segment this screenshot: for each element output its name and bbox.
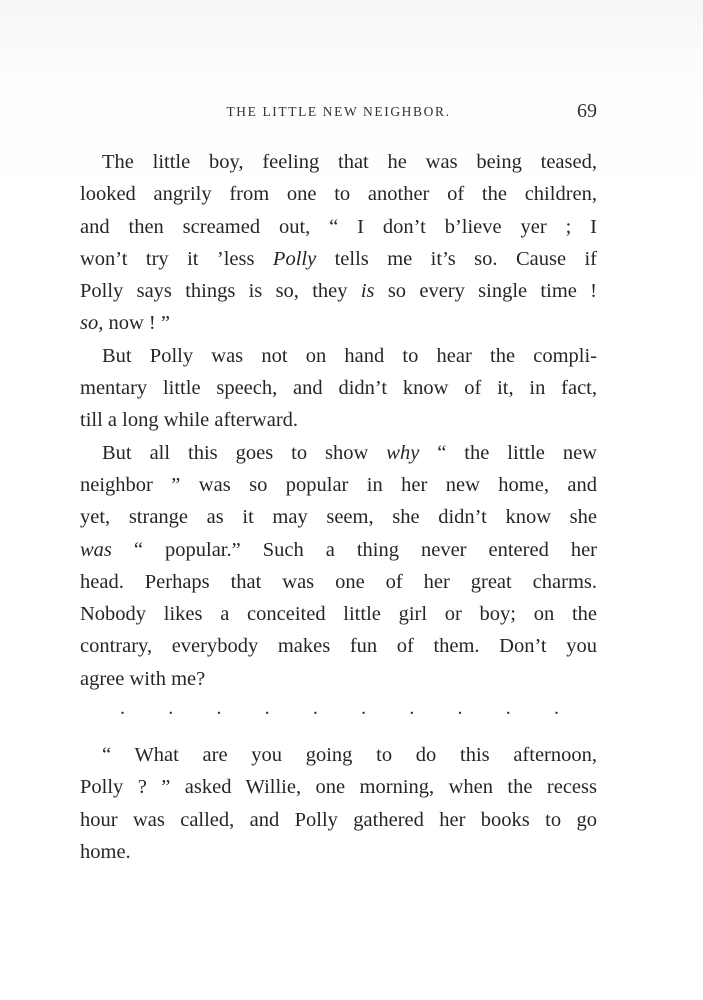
paragraph-3 — [80, 437, 597, 695]
text-line: head. Perhaps that was one of her great charms. — [80, 570, 597, 593]
text-segment: “ the little new — [419, 441, 597, 464]
text-segment: “ popular.” Such a thing never entered her — [111, 538, 597, 561]
text-line: hour was called, and Polly gathered her books to go — [80, 808, 597, 831]
paragraph-4 — [80, 739, 597, 868]
italic-word: Polly — [272, 247, 317, 270]
text-segment: won’t try it ’less — [80, 247, 273, 270]
paragraph-1 — [80, 146, 597, 340]
text-line: looked angrily from one to another of the children, — [80, 183, 597, 206]
separator-dot: . — [457, 697, 463, 720]
text-line — [80, 437, 597, 469]
page-number: 69 — [577, 100, 597, 122]
italic-word: was — [80, 538, 112, 561]
running-head: THE LITTLE NEW NEIGHBOR. — [226, 104, 451, 119]
body-text — [80, 146, 597, 868]
text-segment: tells me it’s so. Cause if — [316, 247, 597, 270]
text-line: neighbor ” was so popular in her new home, and — [80, 473, 597, 496]
text-line — [80, 243, 597, 275]
text-segment: But all this goes to show — [102, 441, 387, 464]
page-header — [80, 100, 597, 128]
text-segment: now ! ” — [103, 312, 170, 335]
text-line — [80, 307, 597, 339]
text-line: The little boy, feeling that he was being teased, — [102, 151, 597, 173]
paragraph-2 — [80, 340, 597, 437]
separator-dot: . — [361, 697, 367, 720]
text-line: home. — [80, 840, 131, 863]
text-line: and then screamed out, “ I don’t b’lieve yer ; I — [80, 215, 597, 238]
text-line: But Polly was not on hand to hear the compli- — [102, 344, 597, 367]
separator-dot: . — [168, 697, 174, 720]
text-line: “ What are you going to do this afternoon, — [102, 744, 597, 767]
separator-dot: . — [505, 697, 511, 720]
separator-dot: . — [312, 697, 318, 720]
text-line: till a long while afterward. — [80, 409, 299, 432]
text-line: Nobody likes a conceited little girl or boy; on the — [80, 603, 597, 626]
text-line — [80, 275, 597, 307]
text-line: yet, strange as it may seem, she didn’t know she — [80, 506, 597, 529]
separator-dot: . — [409, 697, 415, 720]
text-line: agree with me? — [80, 667, 206, 690]
separator-dot: . — [216, 697, 222, 720]
italic-word: is — [360, 280, 375, 303]
spacer — [80, 721, 597, 739]
text-line: Polly ? ” asked Willie, one morning, when the recess — [80, 776, 597, 799]
separator-dot: . — [553, 697, 559, 720]
text-line: mentary little speech, and didn’t know of it, in fact, — [80, 377, 597, 400]
italic-word: why — [386, 441, 420, 464]
text-segment: Polly says things is so, they — [80, 280, 361, 303]
separator-dot: . — [120, 697, 125, 720]
section-separator — [80, 695, 597, 721]
text-line: contrary, everybody makes fun of them. Don’t you — [80, 635, 597, 658]
text-segment: so every single time ! — [374, 280, 597, 303]
separator-dot: . — [264, 697, 270, 720]
italic-word: so, — [80, 312, 104, 335]
text-line — [80, 534, 597, 566]
